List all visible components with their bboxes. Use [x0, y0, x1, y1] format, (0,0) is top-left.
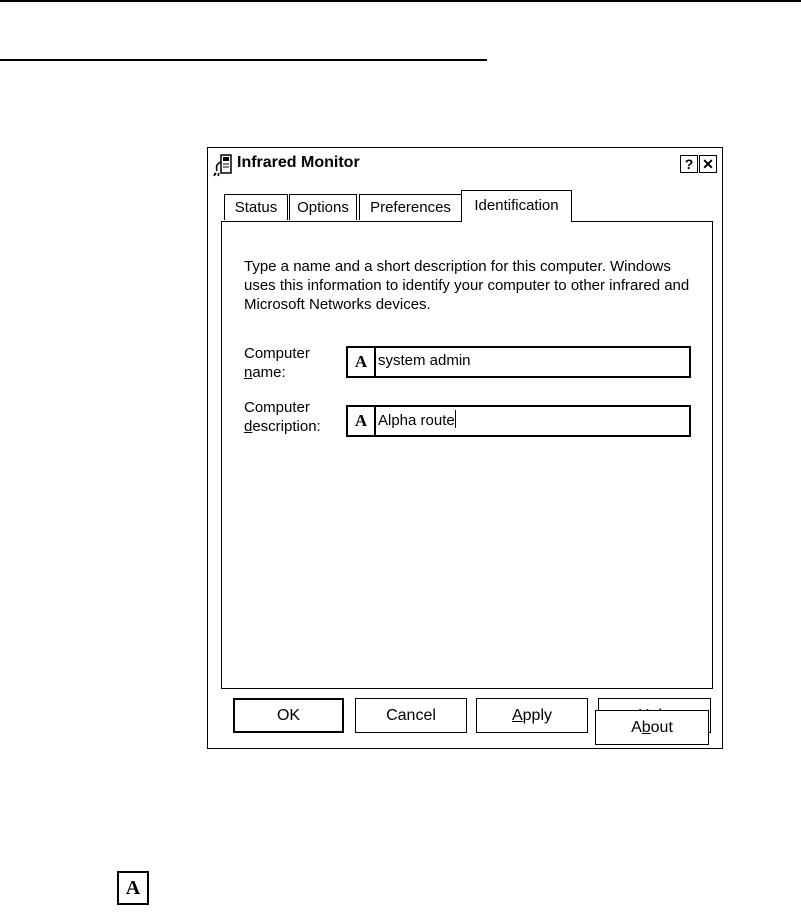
close-icon: ✕: [702, 155, 714, 172]
context-help-button[interactable]: ?: [680, 155, 698, 173]
text-field-icon: A: [348, 348, 376, 376]
tab-options[interactable]: Options: [289, 194, 357, 220]
window-title: Infrared Monitor: [237, 154, 360, 171]
top-rule: [0, 0, 801, 2]
close-button[interactable]: [699, 155, 717, 173]
tab-identification[interactable]: Identification: [461, 190, 572, 222]
ok-button[interactable]: OK: [233, 698, 344, 733]
computer-name-value: system admin: [378, 352, 471, 369]
computer-name-input[interactable]: [346, 346, 691, 378]
computer-name-label: Computer name:: [244, 345, 310, 381]
section-rule: [0, 59, 487, 61]
apply-button[interactable]: Apply: [476, 698, 588, 733]
identification-intro: Type a name and a short description for this computer. Windows uses this information to identify your computer to other infrared and Microsoft Networks devices.: [244, 258, 690, 313]
tab-status[interactable]: Status: [224, 194, 288, 220]
computer-description-label: Computer description:: [244, 399, 321, 435]
computer-description-value: Alpha route: [378, 412, 455, 429]
text-field-icon: A: [348, 407, 376, 435]
about-button[interactable]: About: [595, 710, 709, 745]
infrared-monitor-dialog: [207, 147, 723, 749]
computer-description-input[interactable]: [346, 405, 691, 437]
text-caret: [455, 410, 456, 428]
tab-preferences[interactable]: Preferences: [359, 194, 462, 220]
infrared-monitor-icon: [212, 153, 234, 177]
text-field-icon: A: [117, 871, 149, 905]
cancel-button[interactable]: Cancel: [355, 698, 467, 733]
title-bar[interactable]: [212, 153, 718, 177]
active-tab-joint: [462, 220, 571, 223]
